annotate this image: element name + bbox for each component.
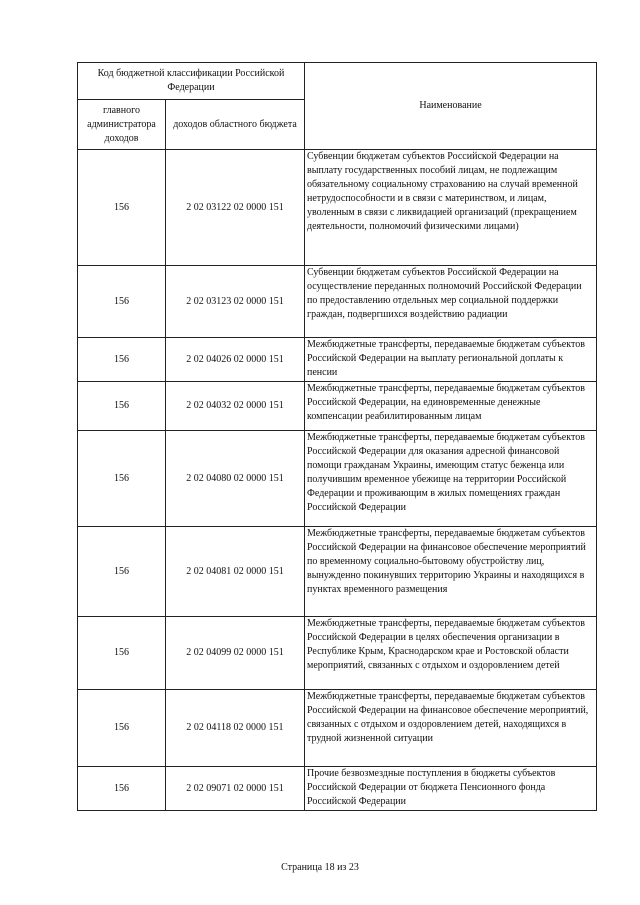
admin-code-cell: 156 [78, 617, 166, 690]
name-cell: Межбюджетные трансферты, передаваемые бюджетам субъектов Российской Федерации на финансовое обеспечение мероприятий, связанных с отдыхом и оздоровлением детей, находящихся в трудной жизненной ситуации [305, 690, 597, 767]
budget-classification-table [77, 62, 597, 811]
budget-code-cell: 2 02 04032 02 0000 151 [166, 382, 305, 431]
admin-code-cell: 156 [78, 767, 166, 811]
budget-code-cell: 2 02 04026 02 0000 151 [166, 338, 305, 382]
name-cell: Межбюджетные трансферты, передаваемые бюджетам субъектов Российской Федерации в целях обеспечения организации в Республике Крым, Краснодарском крае и Ростовской области мероприятий, связанных с отдыхом и оздоровлением детей [305, 617, 597, 690]
table-row [78, 767, 597, 811]
budget-code-cell: 2 02 04081 02 0000 151 [166, 527, 305, 617]
page-number: Страница 18 из 23 [281, 862, 359, 873]
name-cell: Субвенции бюджетам субъектов Российской Федерации на осуществление переданных полномочий Российской Федерации по предоставлению отдельных мер социальной поддержки граждан, подвергшихся воздействию радиации [305, 266, 597, 338]
table-row [78, 338, 597, 382]
name-header: Наименование [305, 63, 597, 150]
table-row [78, 431, 597, 527]
name-cell: Межбюджетные трансферты, передаваемые бюджетам субъектов Российской Федерации на выплату региональной доплаты к пенсии [305, 338, 597, 382]
admin-code-cell: 156 [78, 527, 166, 617]
table-row [78, 266, 597, 338]
table-row [78, 690, 597, 767]
admin-code-cell: 156 [78, 150, 166, 266]
admin-code-cell: 156 [78, 431, 166, 527]
budget-code-cell: 2 02 04118 02 0000 151 [166, 690, 305, 767]
admin-code-cell: 156 [78, 266, 166, 338]
main-admin-header: главного администратора доходов [78, 100, 166, 150]
table-row [78, 617, 597, 690]
table-row [78, 382, 597, 431]
budget-code-cell: 2 02 09071 02 0000 151 [166, 767, 305, 811]
table-row [78, 527, 597, 617]
kbk-header: Код бюджетной классификации Российской Федерации [78, 63, 305, 100]
header-row-top [78, 63, 597, 100]
budget-code-cell: 2 02 04080 02 0000 151 [166, 431, 305, 527]
name-cell: Прочие безвозмездные поступления в бюджеты субъектов Российской Федерации от бюджета Пенсионного фонда Российской Федерации [305, 767, 597, 811]
name-cell: Субвенции бюджетам субъектов Российской Федерации на выплату государственных пособий лицам, не подлежащим обязательному социальному страхованию на случай временной нетрудоспособности и в связи с материнством, и лицам, уволенным в связи с ликвидацией организаций (прекращением деятельности, полномочий физическими лицами) [305, 150, 597, 266]
admin-code-cell: 156 [78, 690, 166, 767]
admin-code-cell: 156 [78, 382, 166, 431]
budget-code-cell: 2 02 03123 02 0000 151 [166, 266, 305, 338]
admin-code-cell: 156 [78, 338, 166, 382]
budget-code-cell: 2 02 04099 02 0000 151 [166, 617, 305, 690]
name-cell: Межбюджетные трансферты, передаваемые бюджетам субъектов Российской Федерации для оказания адресной финансовой помощи гражданам Украины, имеющим статус беженца или получившим временное убежище на территории Российской Федерации и проживающим в жилых помещениях граждан Российской Федерации [305, 431, 597, 527]
name-cell: Межбюджетные трансферты, передаваемые бюджетам субъектов Российской Федерации на финансовое обеспечение мероприятий по временному социально-бытовому обустройству лиц, вынужденно покинувших территорию Украины и находящихся в пунктах временного размещения [305, 527, 597, 617]
budget-code-cell: 2 02 03122 02 0000 151 [166, 150, 305, 266]
name-cell: Межбюджетные трансферты, передаваемые бюджетам субъектов Российской Федерации, на единовременные денежные компенсации реабилитированным лицам [305, 382, 597, 431]
table-row [78, 150, 597, 266]
regional-income-header: доходов областного бюджета [166, 100, 305, 150]
